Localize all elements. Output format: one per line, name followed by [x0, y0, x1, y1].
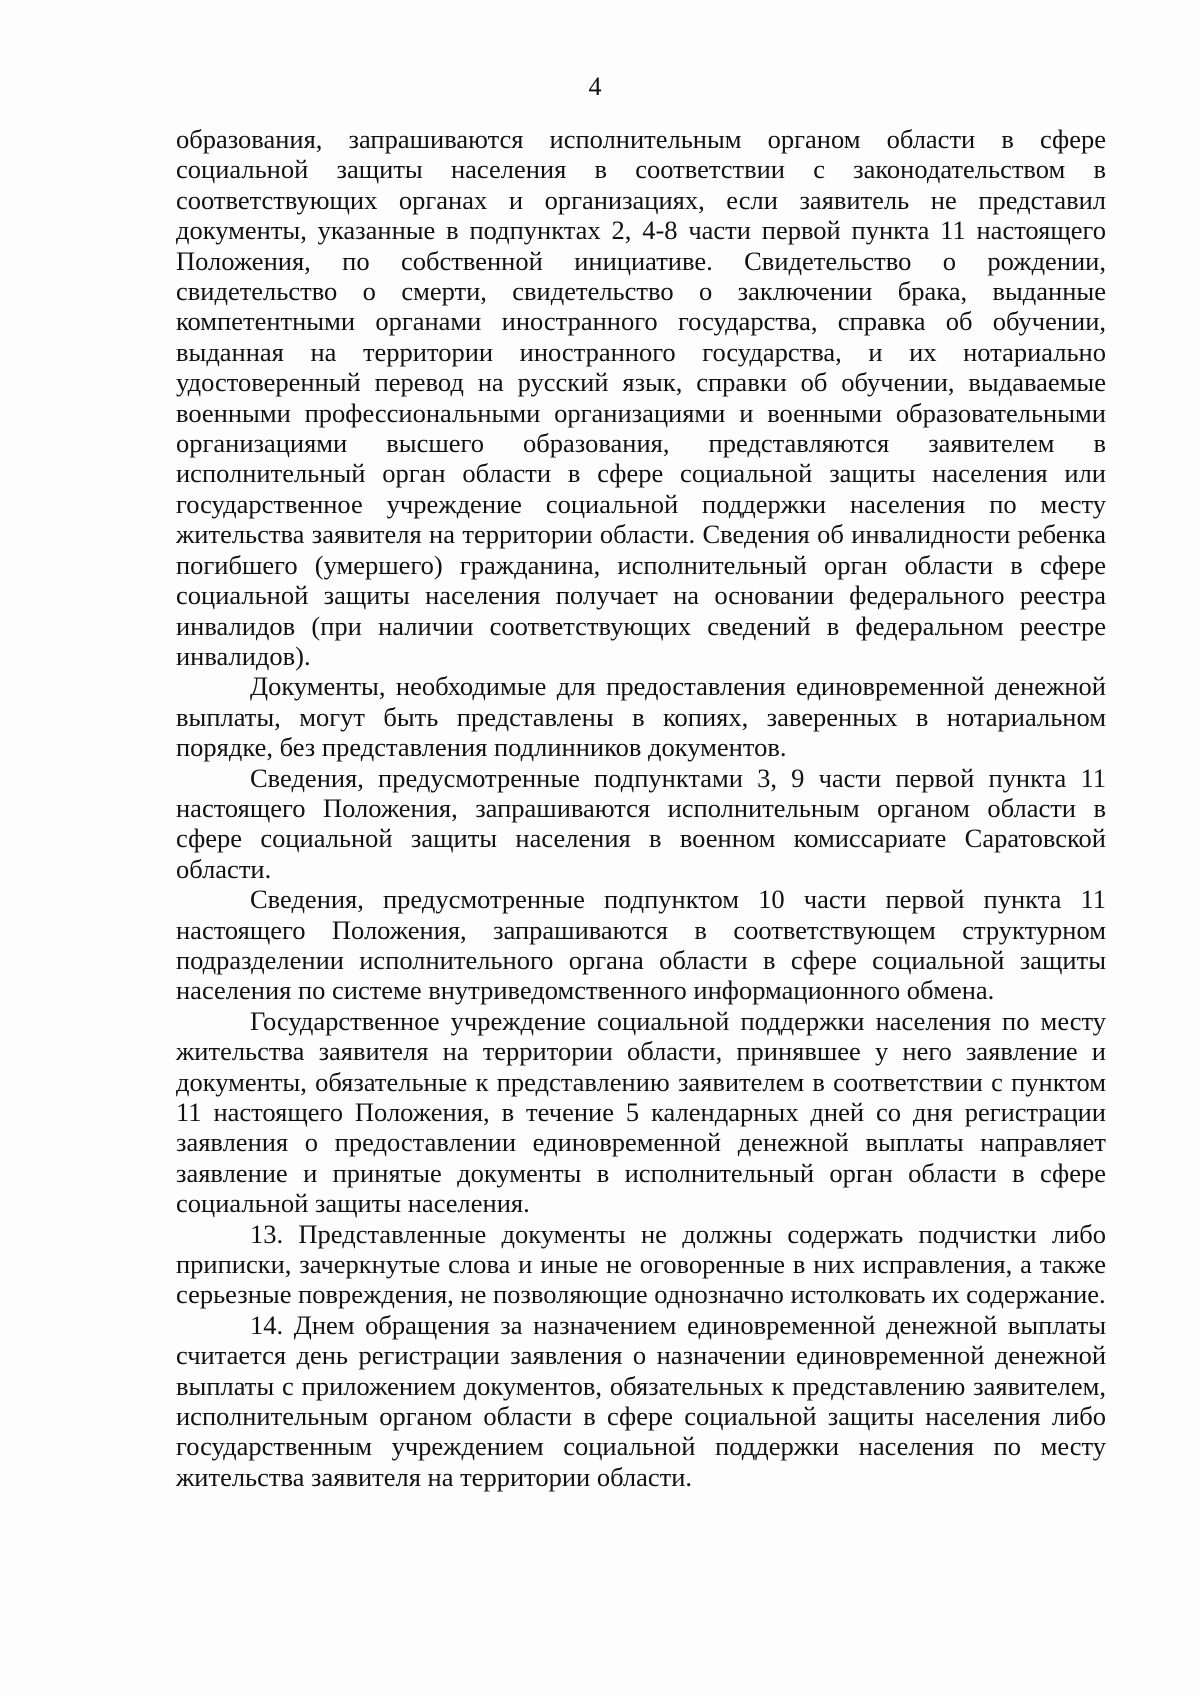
document-body: [176, 124, 1106, 1492]
page-number: 4: [588, 72, 602, 101]
paragraph-state-institution: Государственное учреждение социальной поддержки населения по месту жительства заявителя на территории области, принявшее у него заявление и документы, обязательные к представлению заявителем в соответствии с пунктом 11 настоящего Положения, в течение 5 календарных дней со дня регистрации заявления о предоставлении единовременной денежной выплаты направляет заявление и принятые документы в исполнительный орган области в сфере социальной защиты населения.: [176, 1005, 1106, 1219]
paragraph-military-commissariat: Сведения, предусмотренные подпунктами 3, 9 части первой пункта 11 настоящего Положения, запрашиваются исполнительным органом области в сфере социальной защиты населения в военном комиссариате Саратовской области.: [176, 762, 1106, 884]
paragraph-item-13: 13. Представленные документы не должны содержать подчистки либо приписки, зачеркнутые слова и иные не оговоренные в них исправления, а также серьезные повреждения, не позволяющие однозначно истолковать их содержание.: [176, 1218, 1106, 1310]
paragraph-item-14: 14. Днем обращения за назначением единовременной денежной выплаты считается день регистрации заявления о назначении единовременной денежной выплаты с приложением документов, обязательных к представлению заявителем, исполнительным органом области в сфере социальной защиты населения либо государственным учреждением социальной поддержки населения по месту жительства заявителя на территории области.: [176, 1309, 1106, 1492]
paragraph-continuation: образования, запрашиваются исполнительным органом области в сфере социальной защиты населения в соответствии с законодательством в соответствующих органах и организациях, если заявитель не представил документы, указанные в подпунктах 2, 4-8 части первой пункта 11 настоящего Положения, по собственной инициативе. Свидетельство о рождении, свидетельство о смерти, свидетельство о заключении брака, выданные компетентными органами иностранного государства, справка об обучении, выданная на территории иностранного государства, и их нотариально удостоверенный перевод на русский язык, справки об обучении, выдаваемые военными профессиональными организациями и военными образовательными организациями высшего образования, представляются заявителем в исполнительный орган области в сфере социальной защиты населения или государственное учреждение социальной поддержки населения по месту жительства заявителя на территории области. Сведения об инвалидности ребенка погибшего (умершего) гражданина, исполнительный орган области в сфере социальной защиты населения получает на основании федерального реестра инвалидов (при наличии соответствующих сведений в федеральном реестре инвалидов).: [176, 124, 1106, 671]
paragraph-copies: Документы, необходимые для предоставления единовременной денежной выплаты, могут быть представлены в копиях, заверенных в нотариальном порядке, без представления подлинников документов.: [176, 671, 1106, 763]
paragraph-internal-exchange: Сведения, предусмотренные подпунктом 10 части первой пункта 11 настоящего Положения, запрашиваются в соответствующем структурном подразделении исполнительного органа области в сфере социальной защиты населения по системе внутриведомственного информационного обмена.: [176, 884, 1106, 1006]
